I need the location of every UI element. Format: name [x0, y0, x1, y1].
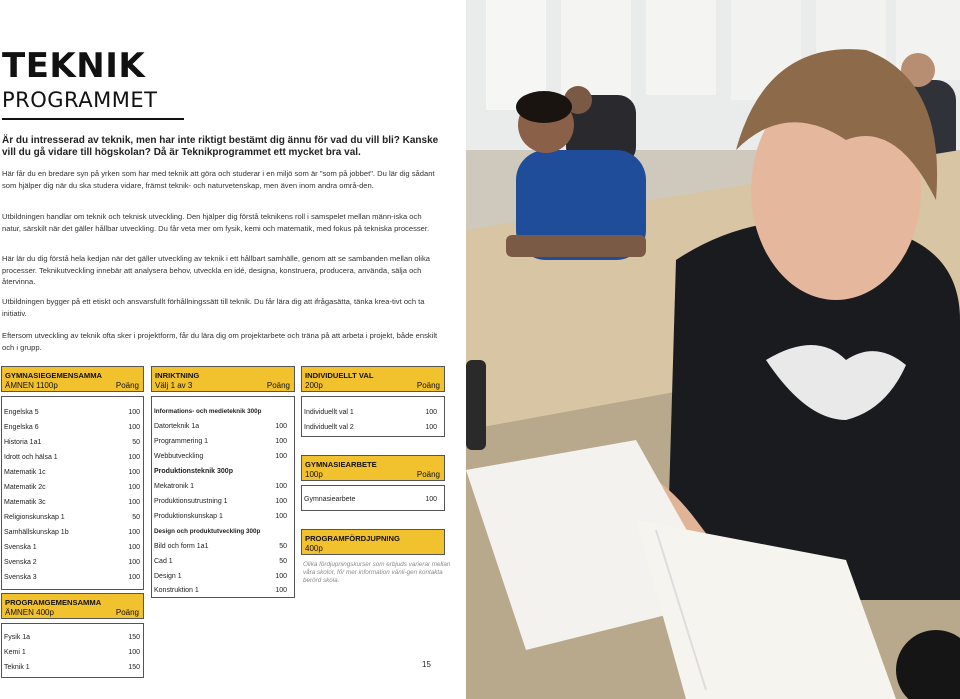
header-points: Poäng	[115, 381, 139, 390]
table-row	[154, 543, 287, 550]
table-row	[154, 587, 287, 594]
body-paragraph: Här får du en bredare syn på yrken som har med teknik att göra och studerar i en miljö som är "som på jobbet". Du lär dig sådant som hjälper dig när du ska studera vidare, främst teknik- och naturvetenskap, men även inom andra områ-den.	[2, 169, 435, 190]
header-subtitle: Välj 1 av 3	[155, 381, 193, 390]
programgemensamma-header	[1, 593, 144, 619]
course-points: 100	[425, 496, 437, 503]
table-row	[4, 529, 140, 536]
table-row	[4, 634, 140, 641]
course-points: 100	[275, 513, 287, 520]
course-points: 100	[275, 587, 287, 594]
course-name: Konstruktion 1	[154, 587, 199, 594]
page-number: 15	[422, 660, 431, 669]
table-row	[304, 424, 437, 431]
table-row	[4, 424, 140, 431]
table-row	[4, 514, 140, 521]
individuellt-val-header	[301, 366, 445, 392]
header-subtitle: 100p	[305, 470, 323, 479]
header-title: INRIKTNING	[155, 371, 200, 380]
fordjupning-note: Olika fördjupningskurser som erbjuds varierar mellan våra skolor, för mer information vänli-gen kontakta berörd skola.	[303, 561, 451, 584]
section-heading: Produktionsteknik 300p	[154, 468, 233, 475]
header-points: Poäng	[115, 608, 139, 617]
table-row	[4, 649, 140, 656]
header-subtitle: ÄMNEN 400p	[5, 608, 54, 617]
course-points: 100	[128, 559, 140, 566]
course-points: 100	[275, 438, 287, 445]
table-row	[154, 498, 287, 505]
individuellt-val-table	[301, 396, 445, 437]
course-points: 150	[128, 634, 140, 641]
header-title: GYMNASIEARBETE	[305, 460, 377, 469]
classroom-photo-illustration	[466, 0, 960, 699]
course-points: 100	[275, 498, 287, 505]
course-name: Historia 1a1	[4, 439, 42, 446]
table-row	[4, 664, 140, 671]
header-subtitle: 400p	[305, 544, 323, 553]
course-points: 100	[128, 454, 140, 461]
course-name: Religionskunskap 1	[4, 514, 65, 521]
course-points: 100	[128, 424, 140, 431]
table-row	[304, 409, 437, 416]
course-name: Matematik 1c	[4, 469, 46, 476]
course-name: Produktionskunskap 1	[154, 513, 223, 520]
course-points: 100	[275, 453, 287, 460]
course-points: 100	[275, 423, 287, 430]
header-title: PROGRAMFÖRDJUPNING	[305, 534, 400, 543]
course-name: Idrott och hälsa 1	[4, 454, 58, 461]
course-name: Programmering 1	[154, 438, 209, 445]
course-points: 100	[425, 424, 437, 431]
course-points: 100	[128, 544, 140, 551]
table-row	[154, 573, 287, 580]
body-paragraph: Här lär du dig förstå hela kedjan när det gäller utveckling av teknik i ett hållbart samhälle, genom att se sambanden mellan olika processer. Teknikutveckling innebär att analysera behov, utveckla en idé, designa, konstruera, producera, använda, sälja och återvinna.	[2, 254, 431, 286]
header-title: GYMNASIEGEMENSAMMA	[5, 371, 103, 380]
course-points: 100	[275, 573, 287, 580]
classroom-photo	[466, 0, 960, 699]
course-name: Matematik 3c	[4, 499, 46, 506]
header-title: PROGRAMGEMENSAMMA	[5, 598, 102, 607]
course-name: Datorteknik 1a	[154, 423, 200, 430]
course-name: Svenska 2	[4, 559, 37, 566]
section-heading: Design och produktutveckling 300p	[154, 528, 261, 535]
intro-text: Är du intresserad av teknik, men har inte riktigt bestämt dig ännu för vad du vill bli? Kanske vill du gå vidare till högskolan? Då är Teknikprogrammet ett mycket bra val.	[2, 135, 439, 158]
table-row	[4, 574, 140, 581]
table-row	[154, 558, 287, 565]
table-row	[4, 454, 140, 461]
gymnasiearbete-header	[301, 455, 445, 481]
course-points: 100	[128, 574, 140, 581]
course-name: Svenska 1	[4, 544, 37, 551]
inriktning-table	[151, 396, 295, 598]
table-row	[4, 559, 140, 566]
gymnasiearbete-table	[301, 485, 445, 511]
programfordjupning-header	[301, 529, 445, 555]
table-row	[4, 499, 140, 506]
course-name: Engelska 5	[4, 409, 39, 416]
programgemensamma-table	[1, 623, 144, 678]
course-points: 50	[279, 558, 287, 565]
header-points: Poäng	[416, 470, 440, 479]
header-title: INDIVIDUELLT VAL	[305, 371, 374, 380]
course-name: Samhällskunskap 1b	[4, 529, 69, 536]
course-name: Kemi 1	[4, 649, 26, 656]
course-points: 100	[275, 483, 287, 490]
course-name: Individuellt val 2	[304, 424, 354, 431]
table-row	[4, 469, 140, 476]
course-name: Mekatronik 1	[154, 483, 195, 490]
course-name: Engelska 6	[4, 424, 39, 431]
table-row	[154, 453, 287, 460]
table-row	[304, 496, 437, 503]
page-title: TEKNIK	[2, 46, 146, 86]
header-points: Poäng	[266, 381, 290, 390]
course-points: 50	[279, 543, 287, 550]
table-row	[154, 483, 287, 490]
course-name: Teknik 1	[4, 664, 30, 671]
table-row	[4, 544, 140, 551]
table-row	[154, 423, 287, 430]
course-points: 100	[128, 499, 140, 506]
text-column	[0, 0, 466, 699]
table-row	[4, 484, 140, 491]
course-name: Gymnasiearbete	[304, 496, 356, 503]
course-points: 50	[132, 439, 140, 446]
inriktning-header	[151, 366, 295, 392]
page-subtitle: PROGRAMMET	[2, 88, 158, 112]
course-name: Bild och form 1a1	[154, 543, 209, 550]
body-paragraph: Utbildningen handlar om teknik och teknisk utveckling. Den hjälper dig förstå teknikens roll i samspelet mellan männ-iska och natur, särskilt när det gäller hållbar utveckling. Du får veta mer om fysik, kemi och matematik, med fokus på tekniska processer.	[2, 212, 430, 233]
header-subtitle: ÄMNEN 1100p	[5, 381, 58, 390]
course-name: Individuellt val 1	[304, 409, 354, 416]
table-row	[4, 409, 140, 416]
course-name: Webbutveckling	[154, 453, 204, 460]
table-row	[154, 438, 287, 445]
gymnasiegemensamma-table	[1, 396, 144, 590]
course-name: Matematik 2c	[4, 484, 46, 491]
table-row	[154, 513, 287, 520]
section-heading: Informations- och medieteknik 300p	[154, 408, 262, 415]
course-points: 50	[132, 514, 140, 521]
course-points: 100	[128, 409, 140, 416]
course-name: Design 1	[154, 573, 182, 580]
body-paragraph: Eftersom utveckling av teknik ofta sker i projektform, får du lära dig om projektarbete och träna på att arbeta i projekt, både enskilt och i grupp.	[2, 331, 438, 352]
header-subtitle: 200p	[305, 381, 323, 390]
course-name: Svenska 3	[4, 574, 37, 581]
course-name: Produktionsutrustning 1	[154, 498, 228, 505]
course-name: Fysik 1a	[4, 634, 31, 641]
table-row	[4, 439, 140, 446]
course-points: 100	[128, 469, 140, 476]
course-points: 100	[425, 409, 437, 416]
body-paragraph: Utbildningen bygger på ett etiskt och ansvarsfullt förhållningssätt till teknik. Du får lära dig att ifrågasätta, tänka krea-tivt och ta initiativ.	[2, 297, 425, 318]
course-points: 100	[128, 529, 140, 536]
gymnasiegemensamma-header	[1, 366, 144, 392]
course-name: Cad 1	[154, 558, 173, 565]
course-points: 100	[128, 649, 140, 656]
title-divider	[2, 118, 184, 120]
course-points: 150	[128, 664, 140, 671]
header-points: Poäng	[416, 381, 440, 390]
course-points: 100	[128, 484, 140, 491]
